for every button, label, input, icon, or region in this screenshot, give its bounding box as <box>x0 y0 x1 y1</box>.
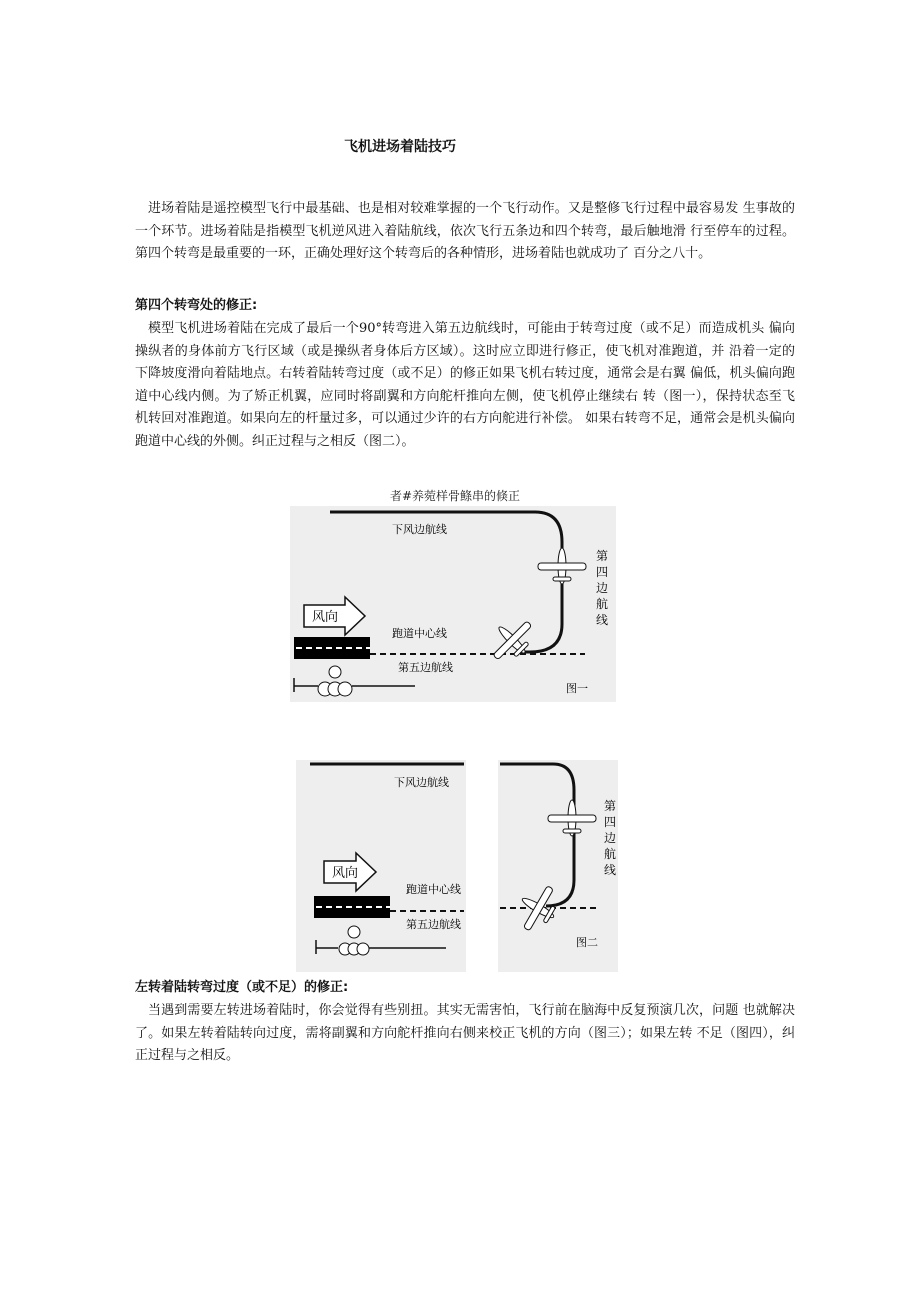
figure2-label: 图二 <box>576 936 598 949</box>
figure1-airplane-icon-1 <box>538 548 586 584</box>
figure2-right-diagram <box>498 760 618 972</box>
figure1-downwind-label: 下风边航线 <box>392 523 447 536</box>
figure1-operator-icon <box>318 666 352 696</box>
figure1-fifth-leg-label: 第五边航线 <box>398 661 453 674</box>
figure1-airplane-icon-2 <box>482 610 541 669</box>
figure2-fifth-leg-label: 第五边航线 <box>406 918 461 931</box>
page-title: 飞机进场着陆技巧 <box>344 139 456 155</box>
figure1-caption: 者#养菀样骨鲦串的倏正 <box>389 489 521 503</box>
figure2-wind-label: 风向 <box>332 866 359 881</box>
figure2-right-panel <box>498 760 618 972</box>
figure1-centerline-label: 跑道中心线 <box>392 627 447 640</box>
figure1 <box>290 506 616 702</box>
figure2-operator-icon <box>339 926 369 955</box>
section2-heading: 左转着陆转弯过度（或不足）的修正: <box>135 980 349 995</box>
section2-paragraph: 当遇到需要左转进场着陆时，你会觉得有些别扭。其实无需害怕，飞行前在脑海中反复预演几次，问题 也就解决了。如果左转着陆转向过度，需将副翼和方向舵杆推向右侧来校正飞机的方向（图三）；如果左转 不足（图四），纠正过程与之相反。 <box>135 1003 795 1063</box>
section1-heading: 第四个转弯处的修正: <box>135 298 258 313</box>
section1-paragraph: 模型飞机进场着陆在完成了最后一个90°转弯进入第五边航线时，可能由于转弯过度（或不足）而造成机头 偏向操纵者的身体前方飞行区域（或是操纵者身体后方区域）。这时应立即进行修正，使飞机对准跑道，并 沿着一定的下降坡度滑向着陆地点。右转着陆转弯过度（或不足）的修正如果飞机右转过度，通常会是右翼 偏低，机头偏向跑道中心线内侧。为了矫正机翼，应同时将副翼和方向舵杆推向左侧，使飞机停止继续右 转（图一），保持状态至飞机转回对准跑道。如果向左的杆量过多，可以通过少许的右方向舵进行补偿。 如果右转弯不足，通常会是机头偏向跑道中心线的外侧。纠正过程与之相反（图二）。 <box>135 321 795 449</box>
figure2-airplane-icon-1 <box>548 800 596 836</box>
figure1-fourth-leg-label: 第四边航线 <box>596 549 609 627</box>
figure2-left-diagram <box>296 760 466 972</box>
figure1-diagram <box>290 506 616 702</box>
figure2-flight-path <box>500 764 574 906</box>
figure2-fourth-leg-label: 第四边航线 <box>604 799 617 877</box>
figure2-centerline-label: 跑道中心线 <box>406 883 461 896</box>
figure2-airplane-icon-2 <box>510 878 565 938</box>
intro-paragraph: 进场着陆是遥控模型飞行中最基础、也是相对较难掌握的一个飞行动作。又是整修飞行过程中最容易发 生事故的一个环节。进场着陆是指模型飞机逆风进入着陆航线，依次飞行五条边和四个转弯，最后触地滑 行至停车的过程。第四个转弯是最重要的一环，正确处理好这个转弯后的各种情形，进场着陆也就成功了 百分之八十。 <box>135 201 795 261</box>
figure2-left-panel <box>296 760 466 972</box>
figure1-label: 图一 <box>566 682 588 695</box>
figure2-downwind-label: 下风边航线 <box>394 776 449 789</box>
figure1-wind-label: 风向 <box>312 610 339 625</box>
